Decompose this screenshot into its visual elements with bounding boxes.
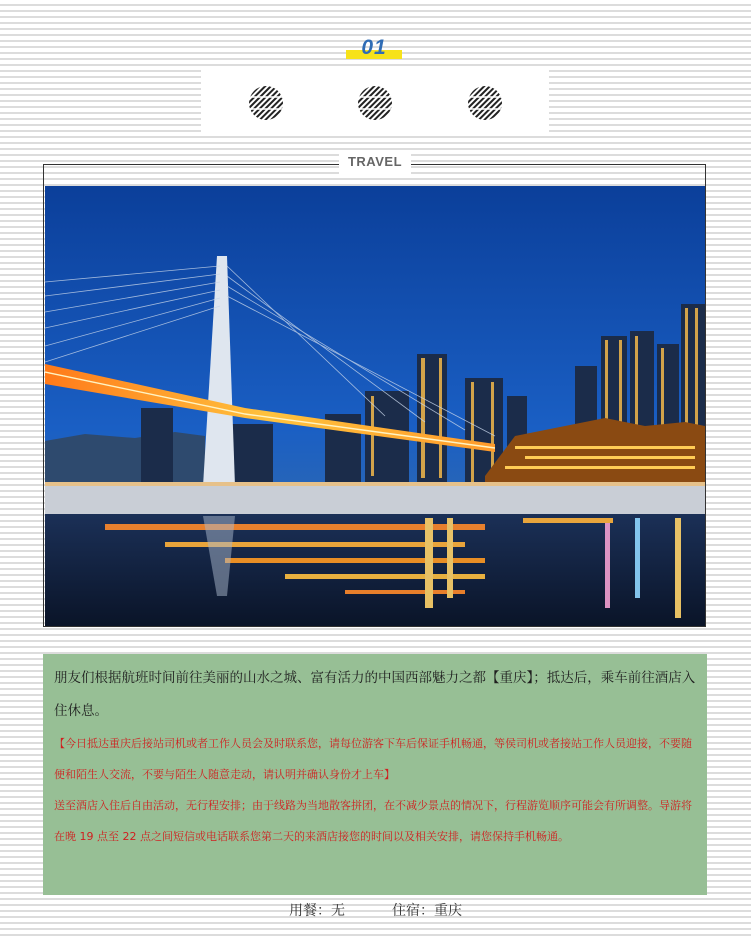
chongqing-night-photo [45, 186, 705, 626]
decorative-banner [201, 70, 549, 133]
arrangement-text: 送至酒店入住后自由活动，无行程安排；由于线路为当地散客拼团，在不减少景点的情况下，行程游览顺序可能会有所调整。导游将在晚 19 点至 22 点之间短信或电话联系您第二天的来酒店接您的时间以及相关安排，请您保持手机畅通。 [54, 799, 692, 843]
dotted-sphere-icon [467, 85, 503, 121]
lodging-info: 住宿：重庆 [391, 903, 462, 919]
dotted-sphere-icon [357, 85, 393, 121]
arrival-notice-text: 【今日抵达重庆后接站司机或者工作人员会及时联系您，请每位游客下车后保证手机畅通，等侯司机或者接站工作人员迎接，不要随便和陌生人交流，不要与陌生人随意走动，请认明并确认身份才上车】 [54, 737, 692, 781]
itinerary-main-text: 朋友们根据航班时间前往美丽的山水之城、富有活力的中国西部魅力之都【重庆】；抵达后，乘车前往酒店入住休息。 [54, 670, 696, 719]
day-badge [346, 38, 402, 60]
itinerary-panel [43, 654, 707, 895]
section-label: TRAVEL [339, 150, 411, 174]
meal-lodging-row [0, 898, 751, 924]
city-night-illustration [45, 186, 705, 626]
dotted-sphere-icon [248, 85, 284, 121]
meal-info: 用餐：无 [289, 903, 346, 919]
day-number: 01 [361, 36, 387, 59]
